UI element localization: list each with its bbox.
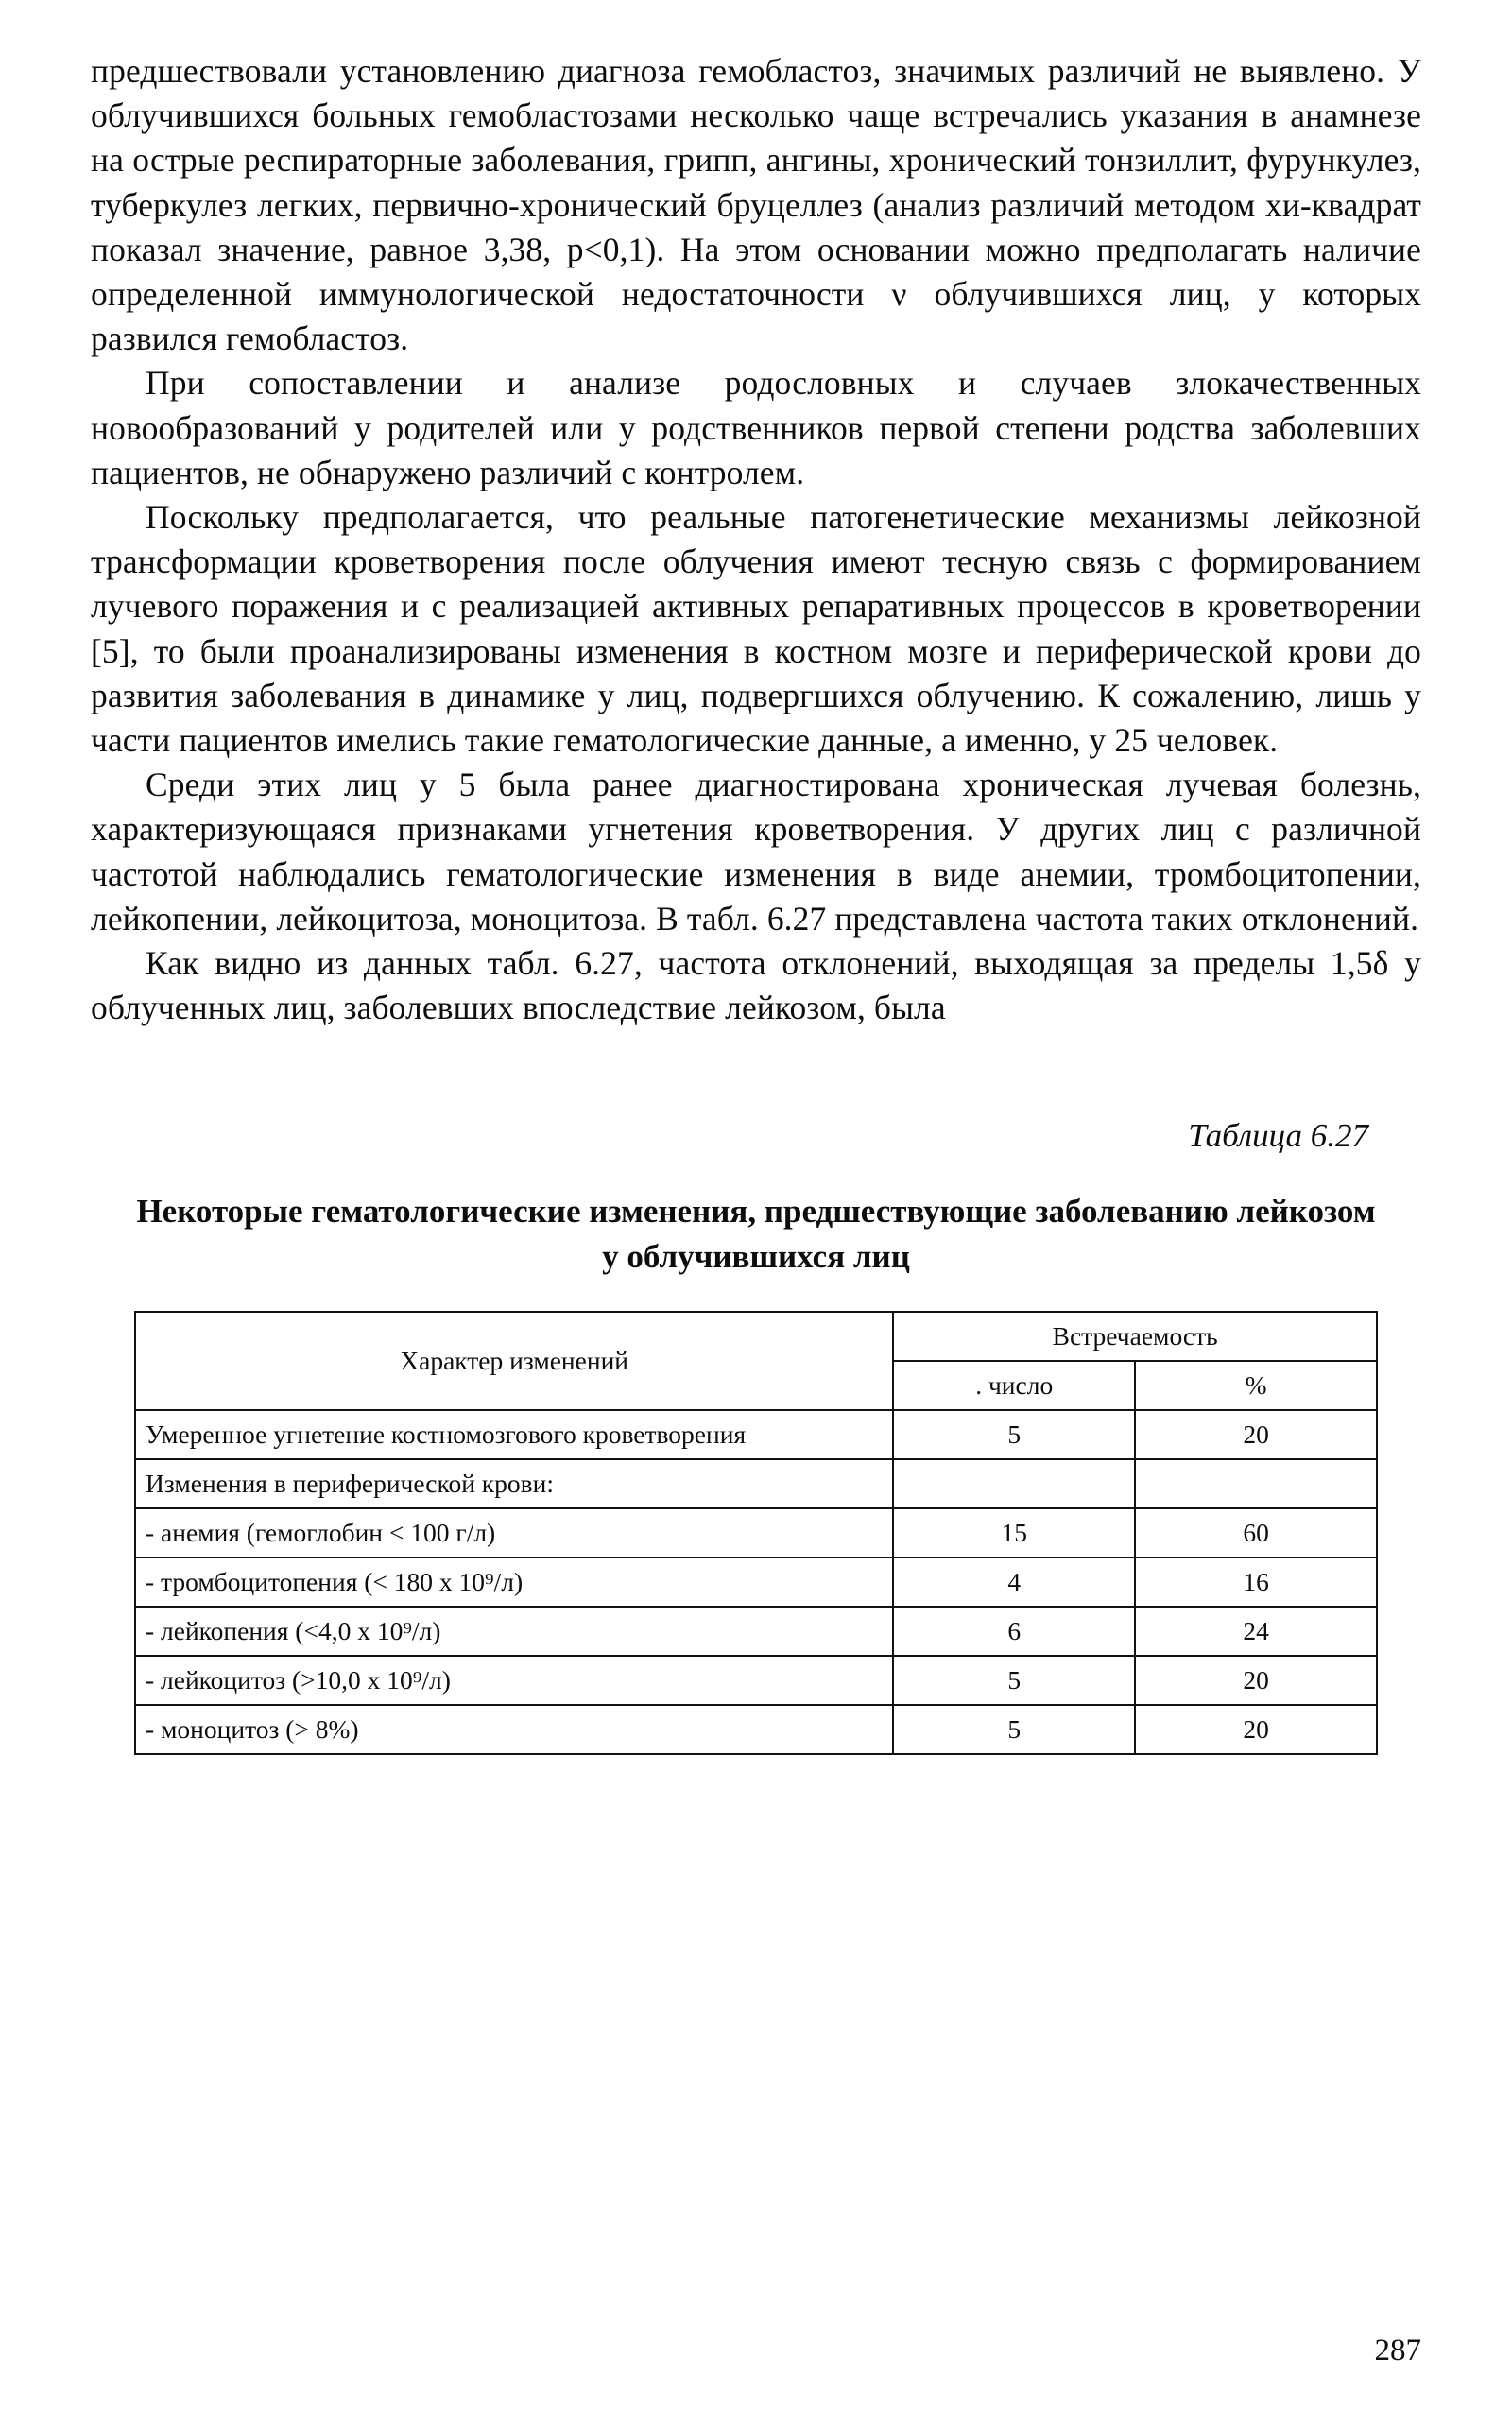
header-count: . число: [893, 1361, 1135, 1410]
table-row: [135, 1607, 1377, 1656]
table-head: [135, 1312, 1377, 1410]
row-count: 5: [893, 1705, 1135, 1754]
table-body: [135, 1410, 1377, 1754]
header-characteristic: Характер изменений: [135, 1312, 893, 1410]
row-percent: 16: [1135, 1558, 1377, 1607]
table-container: [134, 1311, 1378, 1755]
table-row: [135, 1508, 1377, 1558]
row-label: - анемия (гемоглобин < 100 г/л): [135, 1508, 893, 1558]
row-count: [893, 1459, 1135, 1508]
table-header-row-1: [135, 1312, 1377, 1361]
row-label: - лейкопения (<4,0 х 10⁹/л): [135, 1607, 893, 1656]
table-row: [135, 1459, 1377, 1508]
row-count: 6: [893, 1607, 1135, 1656]
header-percent: %: [1135, 1361, 1377, 1410]
paragraph-4: Среди этих лиц у 5 была ранее диагностирована хроническая лучевая болезнь, характеризующаяся признаками угнетения кроветворения. У других лиц с различной частотой наблюдались гематологические изменения в виде анемии, тромбоцитопении, лейкопении, лейкоцитоза, моноцитоза. В табл. 6.27 представлена частота таких отклонений.: [91, 766, 1421, 938]
table-caption-number: Таблица 6.27: [1188, 1117, 1368, 1155]
row-label: - моноцитоз (> 8%): [135, 1705, 893, 1754]
body-text-block: [91, 49, 1421, 1030]
row-label: - лейкоцитоз (>10,0 х 10⁹/л): [135, 1656, 893, 1705]
row-percent: 24: [1135, 1607, 1377, 1656]
row-percent: 20: [1135, 1656, 1377, 1705]
row-count: 15: [893, 1508, 1135, 1558]
table-row: [135, 1705, 1377, 1754]
row-percent: 20: [1135, 1410, 1377, 1459]
row-label: - тромбоцитопения (< 180 х 10⁹/л): [135, 1558, 893, 1607]
paragraph-5: Как видно из данных табл. 6.27, частота отклонений, выходящая за пределы 1,5δ у облученных лиц, заболевших впоследствие лейкозом, была: [91, 944, 1421, 1027]
table-title: Некоторые гематологические изменения, предшествующие заболеванию лейкозом у облучившихся лиц: [136, 1193, 1376, 1275]
row-count: 5: [893, 1656, 1135, 1705]
table-row: [135, 1558, 1377, 1607]
table-row: [135, 1410, 1377, 1459]
page-number: 287: [1374, 2333, 1421, 2367]
hematology-table: [134, 1311, 1378, 1755]
table-row: [135, 1656, 1377, 1705]
row-label: Умеренное угнетение костномозгового кроветворения: [135, 1410, 893, 1459]
paragraph-2: При сопоставлении и анализе родословных и случаев злокачественных новообразований у родителей или у родственников первой степени родства заболевших пациентов, не обнаружено различий с контролем.: [91, 364, 1421, 491]
paragraph-3: Поскольку предполагается, что реальные патогенетические механизмы лейкозной трансформации кроветворения после облучения имеют тесную связь с формированием лучевого поражения и с реализацией активных репаративных процессов в кроветворении [5], то были проанализированы изменения в костном мозге и периферической крови до развития заболевания в динамике у лиц, подвергшихся облучению. К сожалению, лишь у части пациентов имелись такие гематологические данные, а именно, у 25 человек.: [91, 498, 1421, 760]
row-count: 4: [893, 1558, 1135, 1607]
header-occurrence: Встречаемость: [893, 1312, 1377, 1361]
row-percent: [1135, 1459, 1377, 1508]
paragraph-1: предшествовали установлению диагноза гемобластоз, значимых различий не выявлено. У облучившихся больных гемобластозами несколько чаще встречались указания в анамнезе на острые респираторные заболевания, грипп, ангины, хронический тонзиллит, фурункулез, туберкулез легких, первично-хронический бруцеллез (анализ различий методом хи-квадрат показал значение, равное 3,38, p<0,1). На этом основании можно предполагать наличие определенной иммунологической недостаточности ν облучившихся лиц, у которых развился гемобластоз.: [91, 52, 1421, 358]
row-label: Изменения в периферической крови:: [135, 1459, 893, 1508]
row-count: 5: [893, 1410, 1135, 1459]
row-percent: 20: [1135, 1705, 1377, 1754]
row-percent: 60: [1135, 1508, 1377, 1558]
